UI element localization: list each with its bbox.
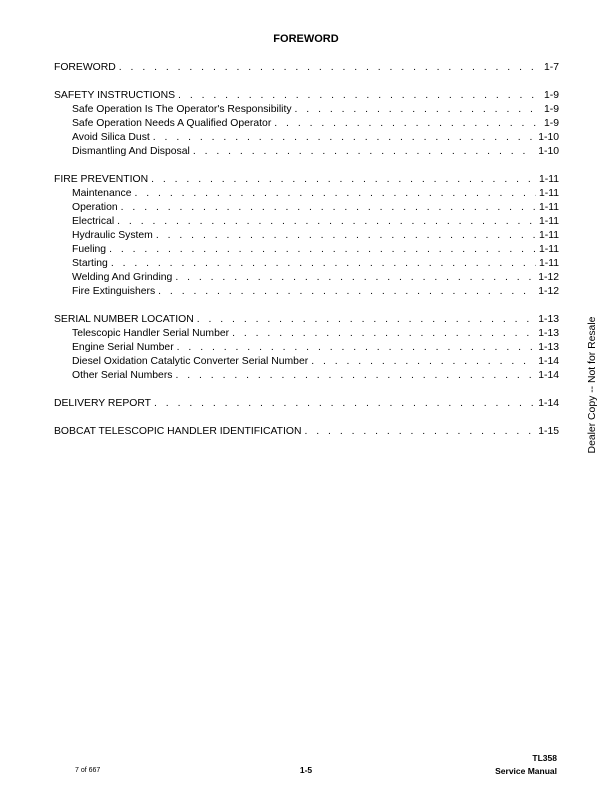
toc-entry[interactable] <box>54 61 559 75</box>
toc-subentry[interactable] <box>54 229 559 243</box>
dot-leader <box>154 397 535 411</box>
dot-leader <box>197 313 535 327</box>
toc-entry[interactable] <box>54 397 559 411</box>
toc-entry-page: 1-12 <box>538 286 559 297</box>
dot-leader <box>311 355 535 369</box>
toc-entry-label: Welding And Grinding <box>72 272 173 283</box>
toc-entry-page: 1-11 <box>538 174 559 185</box>
toc-entry-page: 1-11 <box>538 188 559 199</box>
dot-leader <box>151 173 536 187</box>
toc-subentry[interactable] <box>54 187 559 201</box>
toc-entry-label: Fire Extinguishers <box>72 286 156 297</box>
toc-subentry[interactable] <box>54 341 559 355</box>
toc-entry-label: Hydraulic System <box>72 230 153 241</box>
toc-entry-label: Maintenance <box>72 188 132 199</box>
toc-entry-page: 1-13 <box>538 328 559 339</box>
toc-entry-page: 1-14 <box>538 356 559 367</box>
toc-entry-page: 1-10 <box>538 146 559 157</box>
toc-subentry[interactable] <box>54 327 559 341</box>
toc-entry-label: Safe Operation Is The Operator's Responsibility <box>72 104 292 115</box>
toc-subentry[interactable] <box>54 355 559 369</box>
toc-subentry[interactable] <box>54 271 559 285</box>
toc-section <box>54 397 559 411</box>
side-watermark-text: Dealer Copy -- Not for Resale <box>587 316 598 454</box>
dot-leader <box>158 285 535 299</box>
table-of-contents <box>54 61 559 453</box>
toc-section <box>54 89 559 159</box>
toc-section <box>54 425 559 439</box>
footer-page-of: 7 of 667 <box>75 767 101 774</box>
dot-leader <box>177 341 536 355</box>
toc-entry-label: FIRE PREVENTION <box>54 174 149 185</box>
toc-entry-label: Avoid Silica Dust <box>72 132 150 143</box>
footer-manual-name: Service Manual <box>495 766 557 776</box>
toc-subentry[interactable] <box>54 369 559 383</box>
toc-section <box>54 173 559 299</box>
toc-section <box>54 61 559 75</box>
toc-entry-page: 1-14 <box>538 398 559 409</box>
dot-leader <box>111 257 536 271</box>
toc-subentry[interactable] <box>54 117 559 131</box>
dot-leader <box>153 131 535 145</box>
dot-leader <box>135 187 536 201</box>
dot-leader <box>274 117 541 131</box>
toc-entry-label: Starting <box>72 258 108 269</box>
toc-entry[interactable] <box>54 313 559 327</box>
toc-entry-page: 1-13 <box>538 342 559 353</box>
toc-entry-page: 1-13 <box>538 314 559 325</box>
toc-section <box>54 313 559 383</box>
toc-entry-page: 1-10 <box>538 132 559 143</box>
toc-subentry[interactable] <box>54 201 559 215</box>
toc-subentry[interactable] <box>54 215 559 229</box>
toc-entry-label: BOBCAT TELESCOPIC HANDLER IDENTIFICATION <box>54 426 302 437</box>
footer-page-number: 1-5 <box>299 765 313 775</box>
toc-subentry[interactable] <box>54 103 559 117</box>
toc-entry-label: Fueling <box>72 244 107 255</box>
toc-entry-label: SERIAL NUMBER LOCATION <box>54 314 194 325</box>
toc-entry-label: FOREWORD <box>54 62 116 73</box>
toc-entry-label: Diesel Oxidation Catalytic Converter Serial Number <box>72 356 309 367</box>
toc-entry-label: Telescopic Handler Serial Number <box>72 328 230 339</box>
toc-entry-page: 1-11 <box>538 258 559 269</box>
toc-entry-page: 1-11 <box>538 244 559 255</box>
footer-manual-info <box>495 752 557 778</box>
dot-leader <box>305 425 536 439</box>
dot-leader <box>295 103 541 117</box>
dot-leader <box>178 89 541 103</box>
toc-entry-page: 1-9 <box>543 90 559 101</box>
toc-entry-page: 1-14 <box>538 370 559 381</box>
page-title: FOREWORD <box>273 33 339 45</box>
toc-subentry[interactable] <box>54 285 559 299</box>
toc-entry[interactable] <box>54 89 559 103</box>
toc-entry-label: Other Serial Numbers <box>72 370 173 381</box>
dot-leader <box>232 327 535 341</box>
dot-leader <box>109 243 536 257</box>
dot-leader <box>156 229 536 243</box>
toc-entry-page: 1-15 <box>538 426 559 437</box>
toc-entry-page: 1-11 <box>538 216 559 227</box>
toc-entry-label: SAFETY INSTRUCTIONS <box>54 90 176 101</box>
toc-subentry[interactable] <box>54 243 559 257</box>
toc-entry-page: 1-11 <box>538 230 559 241</box>
toc-entry-page: 1-7 <box>543 62 559 73</box>
toc-entry-page: 1-12 <box>538 272 559 283</box>
dot-leader <box>121 201 536 215</box>
dot-leader <box>117 215 536 229</box>
toc-subentry[interactable] <box>54 131 559 145</box>
dot-leader <box>193 145 535 159</box>
toc-entry-page: 1-9 <box>543 104 559 115</box>
toc-entry[interactable] <box>54 425 559 439</box>
dot-leader <box>175 369 535 383</box>
footer-model: TL358 <box>532 753 557 763</box>
toc-entry-label: Safe Operation Needs A Qualified Operator <box>72 118 272 129</box>
toc-subentry[interactable] <box>54 145 559 159</box>
side-watermark <box>587 316 601 454</box>
toc-entry-label: Electrical <box>72 216 115 227</box>
dot-leader <box>119 61 541 75</box>
toc-entry-page: 1-9 <box>543 118 559 129</box>
toc-entry-label: Dismantling And Disposal <box>72 146 190 157</box>
toc-entry[interactable] <box>54 173 559 187</box>
toc-subentry[interactable] <box>54 257 559 271</box>
toc-entry-page: 1-11 <box>538 202 559 213</box>
toc-entry-label: DELIVERY REPORT <box>54 398 152 409</box>
dot-leader <box>175 271 535 285</box>
toc-entry-label: Engine Serial Number <box>72 342 174 353</box>
toc-entry-label: Operation <box>72 202 118 213</box>
